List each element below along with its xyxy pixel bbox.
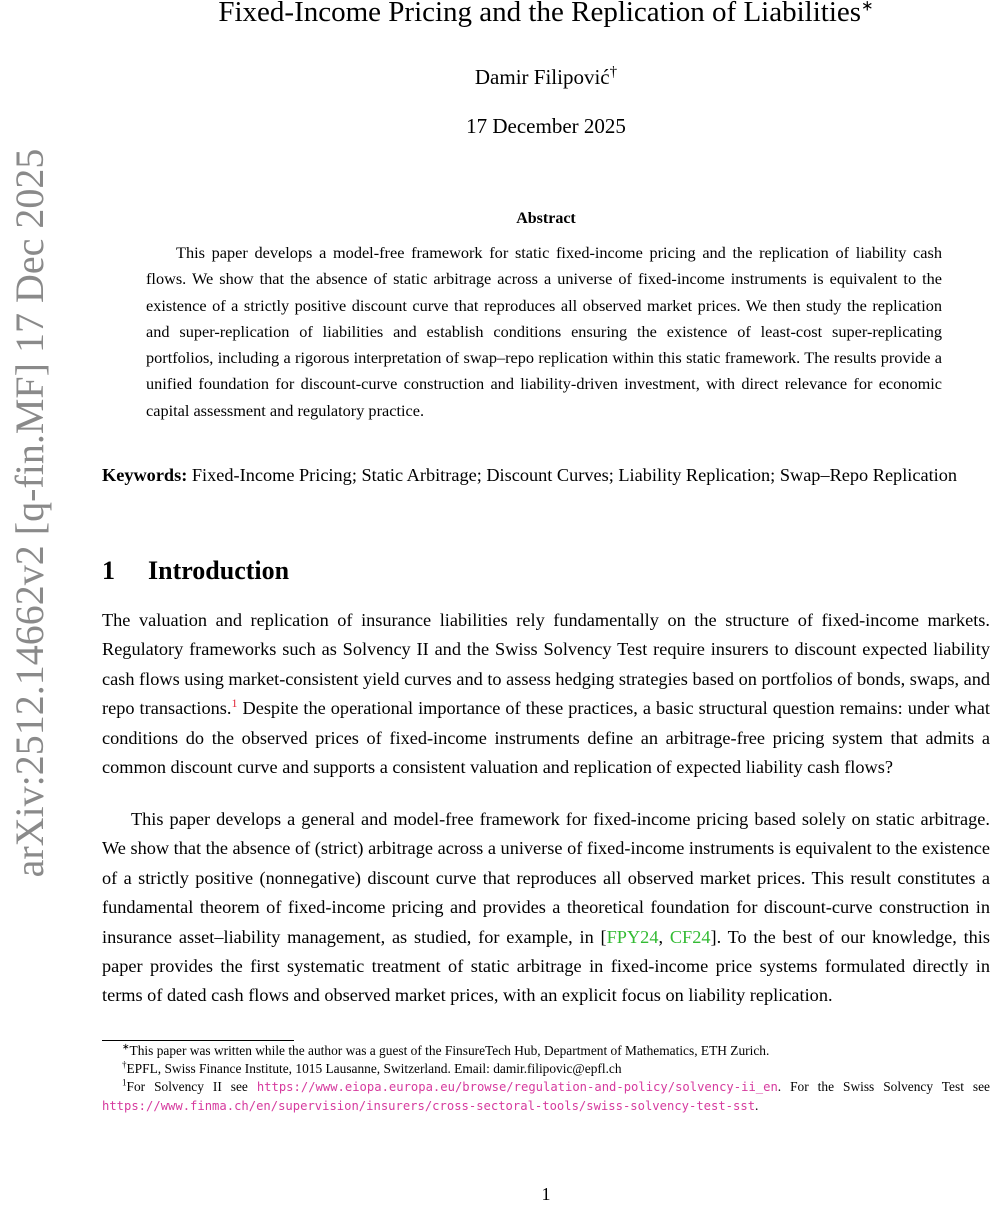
paragraph-2-text-a: This paper develops a general and model-free framework for fixed-income pricing based solely on static arbitrage. We show that the absence of (strict) arbitrage across a universe of fixed-income instruments is equivalent to the existence of a strictly positive (nonnegative) discount curve that reproduces all observed market prices. This result constitutes a fundamental theorem of fixed-income pricing and provides a theoretical foundation for discount-curve construction in insurance asset–liability management, as studied, for example, in [	[102, 809, 990, 947]
eiopa-url-link[interactable]: https://www.eiopa.europa.eu/browse/regulation-and-policy/solvency-ii_en	[256, 1080, 778, 1094]
arxiv-identifier-stamp: arXiv:2512.14662v2 [q-fin.MF] 17 Dec 2025	[7, 148, 52, 878]
section-title: Introduction	[148, 556, 290, 585]
footnote-affiliation	[102, 1060, 990, 1079]
footnote-solvency	[102, 1078, 990, 1115]
abstract-heading: Abstract	[516, 210, 576, 227]
footnote-mark-1: 1	[122, 1077, 127, 1088]
intro-paragraph-2	[102, 805, 990, 1011]
author-footnote-mark: †	[609, 64, 618, 80]
keywords	[102, 461, 990, 491]
footnote-guest	[102, 1042, 990, 1061]
author-name	[102, 63, 990, 91]
author-text: Damir Filipović	[474, 65, 610, 89]
section-number: 1	[102, 556, 115, 585]
keywords-text: Fixed-Income Pricing; Static Arbitrage; Discount Curves; Liability Replication; Swap–Repo Replication	[191, 465, 958, 485]
paper-date: 17 December 2025	[466, 114, 626, 138]
title-footnote-mark: ∗	[861, 0, 874, 15]
finma-url-link[interactable]: https://www.finma.ch/en/supervision/insurers/cross-sectoral-tools/swiss-solvency-test-sst	[102, 1098, 756, 1113]
footnote-1-link[interactable]: 1	[231, 696, 238, 711]
keywords-label: Keywords:	[102, 465, 188, 485]
section-heading-introduction	[102, 553, 289, 589]
footnote-solvency-text-b: . For the Swiss Solvency Test see	[777, 1079, 990, 1094]
paragraph-2-text-b: ]. To the best of our knowledge, this paper provides the first systematic treatment of static arbitrage in fixed-income price systems formulated directly in terms of dated cash flows and observed market prices, with an explicit focus on liability replication.	[102, 926, 990, 1006]
citation-cf24-link[interactable]: CF24	[669, 926, 711, 947]
intro-paragraph-1	[102, 606, 990, 782]
footnote-divider	[102, 1040, 294, 1041]
page-number: 1	[541, 1184, 551, 1204]
footnote-solvency-text-a: For Solvency II see	[126, 1079, 257, 1094]
paragraph-1-text-b: Despite the operational importance of these practices, a basic structural question remains: under what conditions do the observed prices of fixed-income instruments define an arbitrage-free pricing system that admits a common discount curve and supports a consistent valuation and replication of expected liability cash flows?	[102, 698, 990, 778]
footnote-mark-asterisk: ∗	[122, 1041, 130, 1052]
footnote-affiliation-text: EPFL, Swiss Finance Institute, 1015 Lausanne, Switzerland. Email: damir.filipovic@epfl.ch	[126, 1061, 622, 1076]
footnote-solvency-text-c: .	[755, 1097, 759, 1113]
paragraph-1-text-a: The valuation and replication of insurance liabilities rely fundamentally on the structure of fixed-income markets. Regulatory frameworks such as Solvency II and the Swiss Solvency Test require insurers to discount expected liability cash flows using market-consistent yield curves and to assess hedging strategies based on portfolios of bonds, swaps, and repo transactions.	[102, 610, 990, 719]
citation-fpy24-link[interactable]: FPY24	[606, 926, 659, 947]
abstract-text: This paper develops a model-free framework for static fixed-income pricing and the replication of liability cash flows. We show that the absence of static arbitrage across a universe of fixed-income instruments is equivalent to the existence of a strictly positive discount curve that reproduces all observed market prices. We then study the replication and super-replication of liabilities and establish conditions ensuring the existence of least-cost super-replicating portfolios, including a rigorous interpretation of swap–repo replication within this static framework. The results provide a unified foundation for discount-curve construction and liability-driven investment, with direct relevance for economic capital assessment and regulatory practice.	[146, 243, 942, 420]
title-text: Fixed-Income Pricing and the Replication of Liabilities	[218, 0, 862, 28]
paper-title	[102, 0, 990, 30]
citation-separator: ,	[658, 926, 670, 947]
footnote-guest-text: This paper was written while the author was a guest of the FinsureTech Hub, Department of Mathematics, ETH Zurich.	[129, 1043, 770, 1058]
footnote-mark-dagger: †	[122, 1059, 127, 1070]
